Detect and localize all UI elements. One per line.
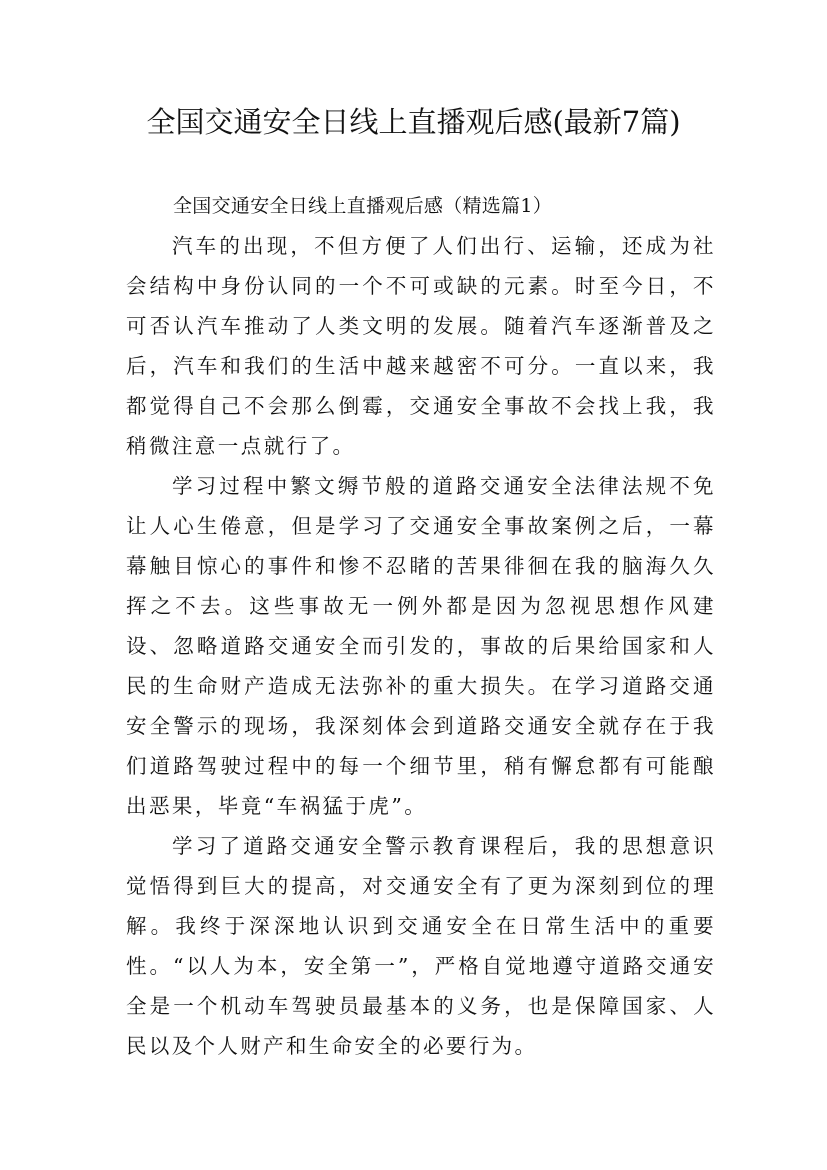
document-body: [126, 186, 716, 1066]
document-title: 全国交通安全日线上直播观后感(最新7篇): [146, 105, 681, 139]
paragraph-1: 汽车的出现，不但方便了人们出行、运输，还成为社会结构中身份认同的一个不可或缺的元素。时至今日，不可否认汽车推动了人类文明的发展。随着汽车逐渐普及之后，汽车和我们的生活中越来越密不可分。一直以来，我都觉得自己不会那么倒霉，交通安全事故不会找上我，我稍微注意一点就行了。: [126, 234, 716, 458]
paragraph-2: 学习过程中繁文缛节般的道路交通安全法律法规不免让人心生倦意，但是学习了交通安全事故案例之后，一幕幕触目惊心的事件和惨不忍睹的苦果徘徊在我的脑海久久挥之不去。这些事故无一例外都是因为忽视思想作风建设、忽略道路交通安全而引发的，事故的后果给国家和人民的生命财产造成无法弥补的重大损失。在学习道路交通安全警示的现场，我深刻体会到道路交通安全就存在于我们道路驾驶过程中的每一个细节里，稍有懈怠都有可能酿出恶果，毕竟“车祸猛于虎”。: [126, 474, 716, 818]
section-subtitle: 全国交通安全日线上直播观后感（精选篇1）: [173, 195, 553, 217]
paragraph-3: 学习了道路交通安全警示教育课程后，我的思想意识觉悟得到巨大的提高，对交通安全有了更为深刻到位的理解。我终于深深地认识到交通安全在日常生活中的重要性。“以人为本，安全第一”，严格自觉地遵守道路交通安全是一个机动车驾驶员最基本的义务，也是保障国家、人民以及个人财产和生命安全的必要行为。: [126, 834, 716, 1058]
